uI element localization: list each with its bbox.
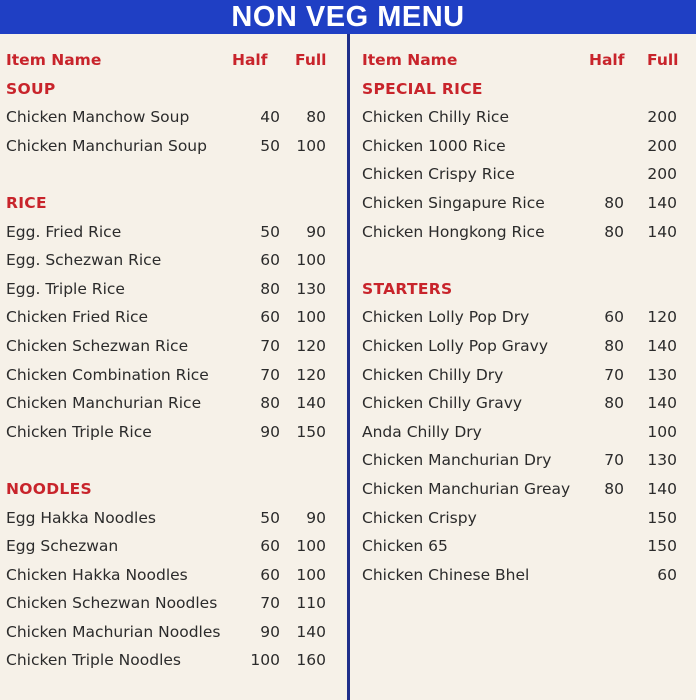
spacer: [362, 246, 680, 275]
spacer: [6, 446, 328, 475]
full-price: 130: [296, 279, 326, 298]
rice-section: [6, 189, 328, 446]
category-title: RICE: [6, 193, 47, 212]
item-name: Chicken Lolly Pop Gravy: [362, 336, 549, 355]
item-name: Chicken Manchurian Dry: [362, 451, 552, 470]
menu-item: [362, 361, 680, 390]
item-name: Chicken Fried Rice: [6, 308, 149, 327]
category-title: SPECIAL RICE: [362, 79, 483, 98]
menu-item: [362, 103, 680, 132]
half-price: 70: [260, 594, 280, 613]
item-name: Chicken Lolly Pop Dry: [362, 308, 530, 327]
left-column: [6, 46, 328, 675]
menu-item: [362, 475, 680, 504]
item-name: Chicken Schezwan Noodles: [6, 594, 218, 613]
half-price: 80: [604, 336, 624, 355]
full-price: 100: [296, 251, 326, 270]
item-name: Chicken Machurian Noodles: [6, 622, 221, 641]
full-price: 120: [296, 336, 326, 355]
half-price: 60: [260, 537, 280, 556]
half-price: 70: [260, 336, 280, 355]
half-price: 60: [260, 565, 280, 584]
half-price: 80: [604, 193, 624, 212]
menu-item: [6, 389, 328, 418]
menu-item: [6, 218, 328, 247]
half-header: Half: [589, 51, 625, 69]
full-price: 140: [296, 394, 326, 413]
full-price: 140: [647, 222, 677, 241]
special-rice-section: [362, 75, 680, 247]
full-price: 140: [296, 622, 326, 641]
half-price: 70: [604, 451, 624, 470]
full-price: 90: [306, 222, 326, 241]
full-price: 150: [647, 537, 677, 556]
half-price: 70: [260, 365, 280, 384]
half-price: 70: [604, 365, 624, 384]
item-name: Chicken Crispy Rice: [362, 165, 515, 184]
category-title: STARTERS: [362, 279, 453, 298]
item-name: Egg. Triple Rice: [6, 279, 125, 298]
half-header: Half: [232, 51, 268, 69]
item-name: Egg Schezwan: [6, 537, 119, 556]
menu-item: [6, 418, 328, 447]
half-price: 40: [260, 108, 280, 127]
menu-item: [362, 418, 680, 447]
item-name: Chicken Singapure Rice: [362, 193, 545, 212]
item-name: Chicken Hongkong Rice: [362, 222, 545, 241]
half-price: 50: [260, 222, 280, 241]
full-price: 150: [296, 422, 326, 441]
category-title: NOODLES: [6, 479, 92, 498]
item-name: Chicken Triple Noodles: [6, 651, 181, 670]
half-price: 80: [604, 222, 624, 241]
half-price: 60: [260, 308, 280, 327]
menu-item: [362, 332, 680, 361]
half-price: 50: [260, 508, 280, 527]
item-name: Chicken Combination Rice: [6, 365, 209, 384]
full-price: 200: [647, 136, 677, 155]
half-price: 100: [250, 651, 280, 670]
full-price: 110: [296, 594, 326, 613]
half-price: 50: [260, 136, 280, 155]
menu-item: [6, 275, 328, 304]
full-header: Full: [647, 51, 679, 69]
menu-item: [362, 160, 680, 189]
half-price: 80: [260, 394, 280, 413]
menu-item: [6, 361, 328, 390]
noodles-section: [6, 475, 328, 675]
menu-item: [6, 132, 328, 161]
full-price: 80: [306, 108, 326, 127]
item-name: Chicken Chilly Gravy: [362, 394, 523, 413]
full-price: 120: [647, 308, 677, 327]
right-column: [362, 46, 680, 589]
menu-item: [362, 389, 680, 418]
item-name: Chicken Chilly Dry: [362, 365, 504, 384]
soup-section: [6, 75, 328, 161]
item-name: Chicken Schezwan Rice: [6, 336, 189, 355]
item-name: Anda Chilly Dry: [362, 422, 482, 441]
full-price: 60: [657, 565, 677, 584]
menu-item: [6, 618, 328, 647]
menu-title: NON VEG MENU: [231, 0, 465, 33]
item-name: Egg Hakka Noodles: [6, 508, 156, 527]
half-price: 80: [604, 394, 624, 413]
full-price: 100: [296, 308, 326, 327]
full-price: 100: [296, 537, 326, 556]
menu-item: [6, 103, 328, 132]
menu-item: [362, 218, 680, 247]
menu-item: [362, 532, 680, 561]
menu-item: [6, 589, 328, 618]
menu-item: [6, 332, 328, 361]
full-price: 160: [296, 651, 326, 670]
column-divider: [347, 34, 350, 700]
menu-item: [6, 561, 328, 590]
item-name: Chicken 1000 Rice: [362, 136, 506, 155]
full-price: 100: [296, 136, 326, 155]
item-name: Chicken Chilly Rice: [362, 108, 509, 127]
menu-item: [362, 303, 680, 332]
full-price: 140: [647, 193, 677, 212]
full-price: 90: [306, 508, 326, 527]
half-price: 80: [260, 279, 280, 298]
full-price: 200: [647, 165, 677, 184]
item-name: Egg. Fried Rice: [6, 222, 122, 241]
menu-item: [6, 532, 328, 561]
item-name-header: Item Name: [6, 51, 102, 69]
item-name: Chicken Triple Rice: [6, 422, 152, 441]
item-name: Chicken 65: [362, 537, 448, 556]
menu-banner: [0, 0, 696, 34]
menu-item: [6, 246, 328, 275]
menu-item: [362, 189, 680, 218]
full-price: 130: [647, 365, 677, 384]
half-price: 60: [260, 251, 280, 270]
item-name: Chicken Crispy: [362, 508, 477, 527]
full-price: 100: [647, 422, 677, 441]
full-price: 140: [647, 479, 677, 498]
full-price: 140: [647, 394, 677, 413]
item-name-header: Item Name: [362, 51, 458, 69]
full-header: Full: [295, 51, 327, 69]
column-header: [6, 46, 328, 75]
item-name: Chicken Hakka Noodles: [6, 565, 188, 584]
item-name: Chicken Manchurian Soup: [6, 136, 207, 155]
menu-item: [6, 303, 328, 332]
menu-item: [362, 561, 680, 590]
column-header: [362, 46, 680, 75]
starters-section: [362, 275, 680, 590]
menu-item: [6, 646, 328, 675]
menu-item: [362, 446, 680, 475]
half-price: 90: [260, 622, 280, 641]
half-price: 90: [260, 422, 280, 441]
full-price: 130: [647, 451, 677, 470]
half-price: 80: [604, 479, 624, 498]
full-price: 200: [647, 108, 677, 127]
full-price: 150: [647, 508, 677, 527]
half-price: 60: [604, 308, 624, 327]
menu-item: [6, 504, 328, 533]
full-price: 100: [296, 565, 326, 584]
item-name: Chicken Manchurian Greay: [362, 479, 571, 498]
full-price: 120: [296, 365, 326, 384]
full-price: 140: [647, 336, 677, 355]
item-name: Chicken Chinese Bhel: [362, 565, 530, 584]
menu-item: [362, 132, 680, 161]
category-title: SOUP: [6, 79, 56, 98]
item-name: Chicken Manchow Soup: [6, 108, 190, 127]
item-name: Chicken Manchurian Rice: [6, 394, 202, 413]
menu-item: [362, 504, 680, 533]
spacer: [6, 160, 328, 189]
item-name: Egg. Schezwan Rice: [6, 251, 162, 270]
